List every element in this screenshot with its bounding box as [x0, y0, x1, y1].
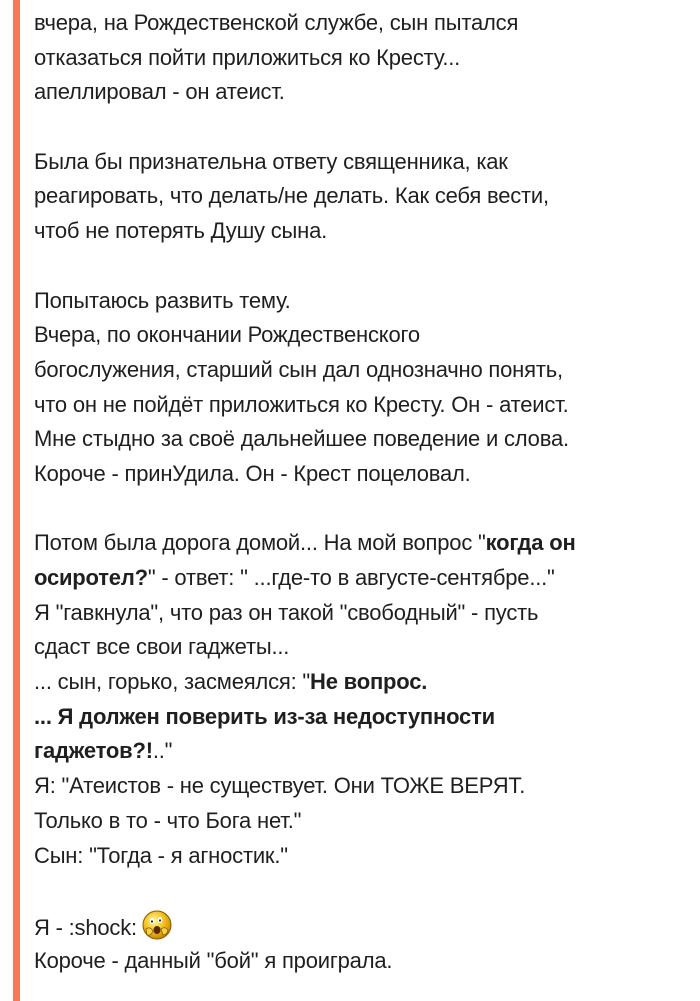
text-line [34, 526, 684, 561]
text-line: реагировать, что делать/не делать. Как себя вести, [34, 183, 549, 209]
text-line: богослужения, старший сын дал однозначно понять, [34, 356, 563, 382]
text-line: Короче - принУдила. Он - Крест поцеловал. [34, 460, 471, 486]
text-line: что он не пойдёт приложиться ко Кресту. Он - атеист. [34, 391, 569, 417]
text-line: апеллировал - он атеист. [34, 79, 285, 105]
text-line: отказаться пойти приложиться ко Кресту... [34, 44, 461, 70]
text-line: Я: "Атеистов - не существует. Они ТОЖЕ ВЕРЯТ. [34, 773, 526, 799]
bold-text: когда он [485, 530, 576, 556]
text-line [34, 909, 684, 944]
quote-accent-bar [13, 0, 20, 1001]
text-line: вчера, на Рождественской службе, сын пытался [34, 10, 519, 35]
text-run: .." [152, 738, 173, 764]
post-body [34, 6, 684, 979]
text-run: " - ответ: " ...где-то в августе-сентябре..." [147, 565, 555, 590]
text-run: Потом была дорога домой... На мой вопрос " [34, 530, 486, 556]
text-line: Была бы признательна ответу священника, как [34, 148, 508, 174]
text-line: сдаст все свои гаджеты... [34, 634, 290, 660]
text-line: чтоб не потерять Душу сына. [34, 218, 328, 244]
text-line: Вчера, по окончании Рождественского [34, 322, 420, 348]
text-line [34, 665, 684, 700]
text-run: Я - :shock: [34, 915, 137, 941]
text-line: Мне стыдно за своё дальнейшее поведение и слова. [34, 426, 569, 452]
text-line: Попытаюсь развить тему. [34, 287, 291, 313]
text-run: ... сын, горько, засмеялся: " [34, 669, 311, 695]
text-line: Я "гавкнула", что раз он такой "свободный" - пусть [34, 599, 539, 625]
bold-text: осиротел? [34, 565, 148, 590]
text-line: Сын: "Тогда - я агностик." [34, 842, 288, 868]
text-line [34, 700, 684, 735]
text-line [34, 561, 684, 596]
bold-text: Не вопрос. [310, 669, 428, 695]
bold-text: ... Я должен поверить из-за недоступности [34, 703, 495, 729]
text-line: Короче - данный "бой" я проиграла. [34, 947, 393, 973]
text-line [34, 734, 684, 769]
shock-smiley-icon [141, 909, 173, 941]
text-line: Только в то - что Бога нет." [34, 807, 302, 833]
bold-text: гаджетов?! [34, 738, 153, 764]
